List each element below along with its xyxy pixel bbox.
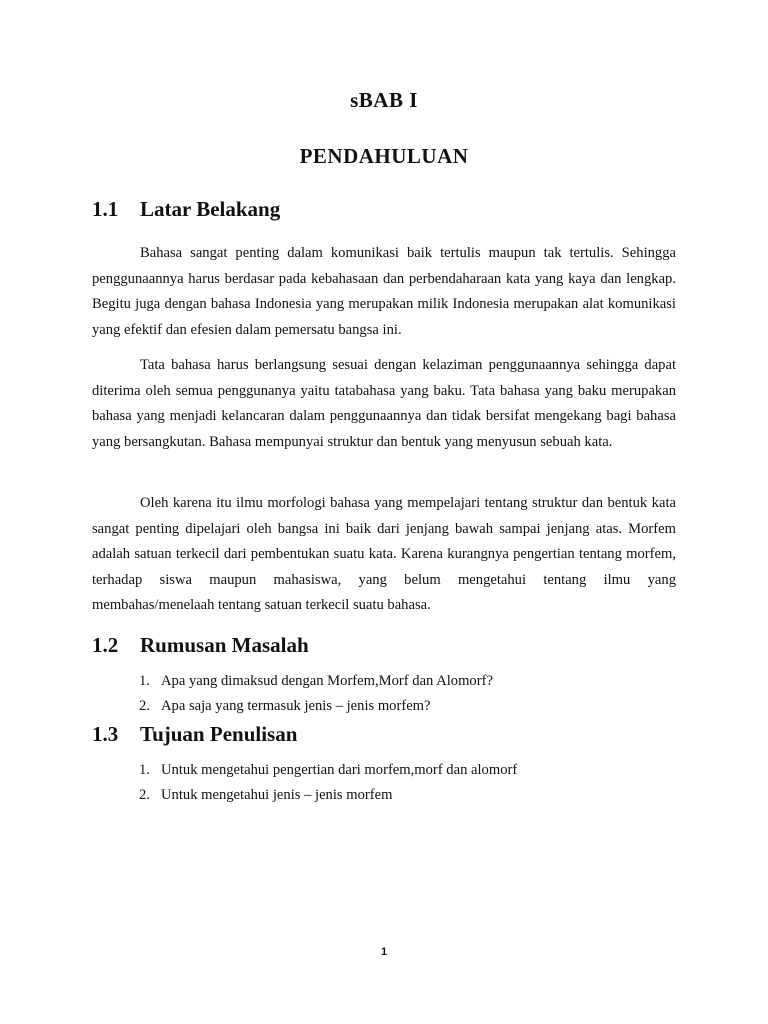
section-title: Latar Belakang [140, 197, 281, 221]
section-heading-latar-belakang [92, 197, 280, 222]
page-number: 1 [380, 946, 388, 958]
paragraph: Oleh karena itu ilmu morfologi bahasa yang mempelajari tentang struktur dan bentuk kata sangat penting dipelajari oleh bangsa ini baik dari jenjang bawah sampai jenjang atas. Morfem adalah satuan terkecil dari pembentukan suatu kata. Karena kurangnya pengertian tentang morfem, terhadap siswa maupun mahasiswa, yang belum mengetahui tentang ilmu yang membahas/menelaah tentang satuan terkecil suatu bahasa. [92, 495, 676, 614]
numbered-list [139, 669, 493, 719]
list-item [139, 758, 517, 783]
section-title: Rumusan Masalah [140, 633, 309, 657]
list-item [139, 694, 493, 719]
section-heading-tujuan-penulisan [92, 722, 297, 747]
chapter-subtitle: PENDAHULUAN [299, 144, 469, 168]
numbered-list [139, 758, 517, 808]
section-number: 1.1 [92, 197, 119, 221]
list-item-text: Untuk mengetahui jenis – jenis morfem [161, 787, 393, 803]
paragraph: Tata bahasa harus berlangsung sesuai dengan kelaziman penggunaannya sehingga dapat diterima oleh semua penggunanya yaitu tatabahasa yang baku. Tata bahasa yang baku merupakan bahasa yang menjadi kelancaran dalam penggunaannya dan tidak bersifat mengekang bagi bahasa yang bersangkutan. Bahasa mempunyai struktur dan bentuk yang menyusun sebuah kata. [92, 357, 676, 450]
section-number: 1.3 [92, 722, 119, 746]
paragraph: Bahasa sangat penting dalam komunikasi baik tertulis maupun tak tertulis. Sehingga penggunaannya harus berdasar pada kebahasaan dan perbendaharaan kata yang kaya dan lengkap. Begitu juga dengan bahasa Indonesia yang merupakan milik Indonesia merupakan alat komunikasi yang efektif dan efesien dalam pemersatu bangsa ini. [92, 245, 676, 338]
section-title: Tujuan Penulisan [140, 722, 298, 746]
list-item [139, 669, 493, 694]
list-item-index: 2. [139, 698, 150, 714]
section-heading-rumusan-masalah [92, 633, 309, 658]
chapter-title: sBAB I [350, 88, 418, 112]
section-number: 1.2 [92, 633, 119, 657]
list-item-index: 1. [139, 673, 150, 689]
list-item-text: Untuk mengetahui pengertian dari morfem,morf dan alomorf [161, 762, 518, 778]
list-item-text: Apa yang dimaksud dengan Morfem,Morf dan Alomorf? [161, 673, 493, 689]
list-item-text: Apa saja yang termasuk jenis – jenis morfem? [161, 698, 431, 714]
list-item [139, 783, 517, 808]
list-item-index: 2. [139, 787, 150, 803]
list-item-index: 1. [139, 762, 150, 778]
